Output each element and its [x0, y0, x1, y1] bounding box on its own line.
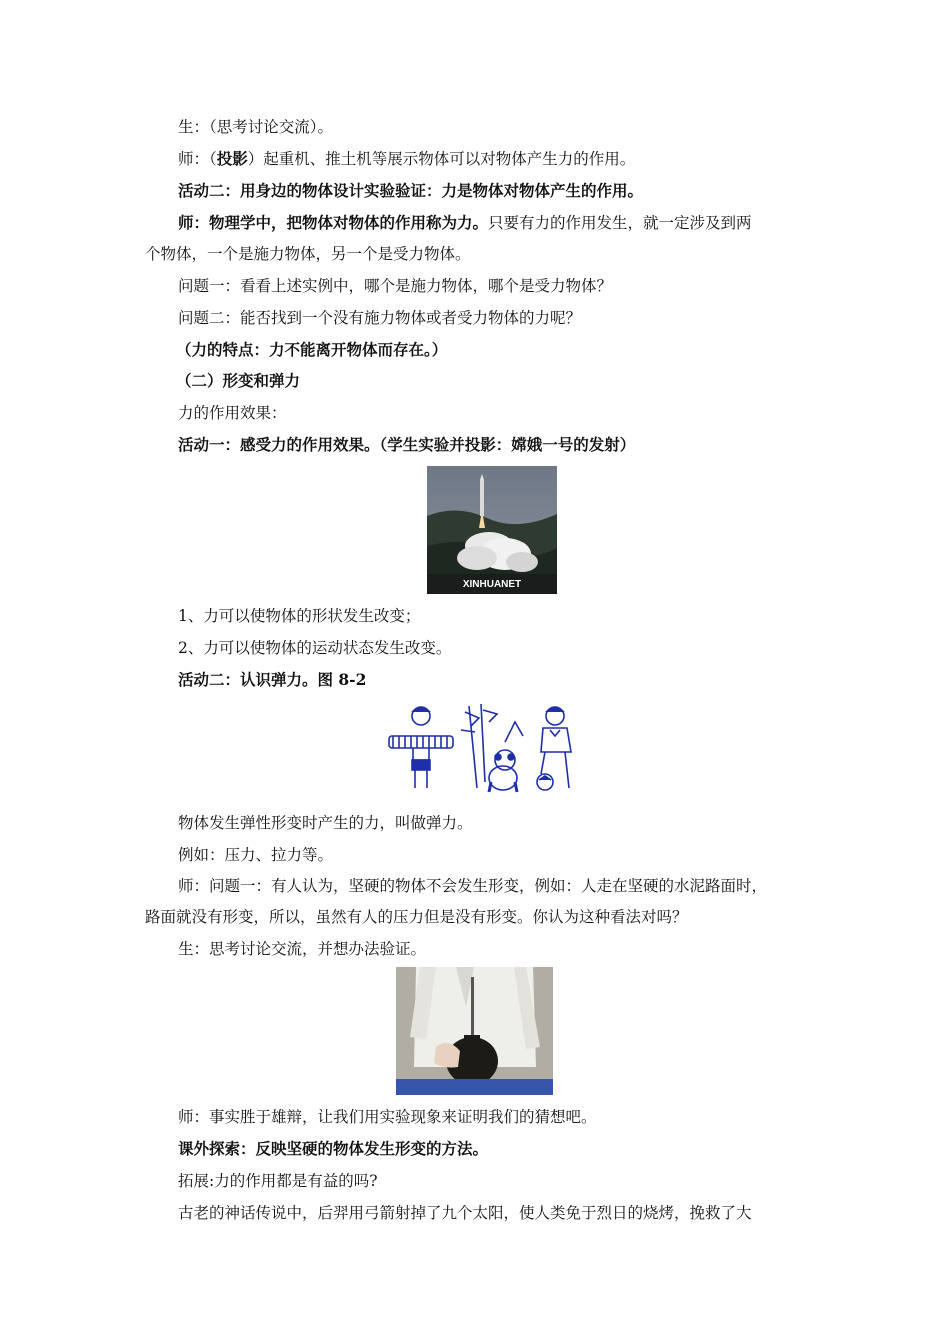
paragraph-effects: 力的作用效果：	[178, 404, 287, 422]
paragraph-force-feature: （力的特点：力不能离开物体而存在。）	[176, 340, 448, 359]
paragraph-examples: 例如：压力、拉力等。	[178, 846, 334, 864]
paragraph-student-verify: 生：思考讨论交流，并想办法验证。	[178, 940, 427, 958]
heading-elastic-force: 活动二：认识弹力。图 8-2	[178, 670, 367, 689]
text-span: 师：（	[178, 150, 217, 168]
heading-extra-exploration: 课外探索：反映坚硬的物体发生形变的方法。	[178, 1139, 489, 1158]
paragraph-teacher-question: 师：问题一：有人认为，坚硬的物体不会发生形变，例如：人走在坚硬的水泥路面时，	[178, 877, 768, 895]
paragraph-student-discussion: 生：（思考讨论交流）。	[178, 118, 334, 136]
rocket-launch-photo	[427, 466, 557, 594]
paragraph-force-definition	[178, 212, 752, 234]
text-span: ）起重机、推土机等展示物体可以对物体产生力的作用。	[247, 150, 636, 168]
paragraph-elastic-definition: 物体发生弹性形变时产生的力，叫做弹力。	[178, 814, 473, 832]
bold-span: 投影	[216, 149, 248, 168]
paragraph-force-definition-cont: 个物体，一个是施力物体，另一个是受力物体。	[145, 245, 471, 263]
elastic-force-illustration	[385, 702, 597, 794]
boy-expander-figure	[389, 707, 453, 788]
paragraph-question-two: 问题二：能否找到一个没有施力物体或者受力物体的力呢？	[178, 309, 582, 327]
experiment-photo	[396, 967, 553, 1095]
paragraph-teacher-projection	[178, 148, 635, 170]
section-heading: （二）形变和弹力	[176, 371, 301, 390]
paragraph-question-one: 问题一：看看上述实例中，哪个是施力物体，哪个是受力物体？	[178, 277, 613, 295]
text-span: 只要有力的作用发生，就一定涉及到两	[488, 214, 752, 232]
paragraph-teacher-question-cont: 路面就没有形变，所以，虽然有人的压力但是没有形变。你认为这种看法对吗？	[145, 908, 688, 926]
boy-ball-figure	[537, 707, 571, 790]
bamboo-panda-figure	[461, 704, 523, 792]
watermark-text: XINHUANET	[462, 579, 522, 590]
paragraph-effect-shape: 1、力可以使物体的形状发生改变；	[178, 607, 421, 625]
heading-activity-one: 活动一：感受力的作用效果。（学生实验并投影：嫦娥一号的发射）	[178, 435, 636, 454]
paragraph-extension: 拓展:力的作用都是有益的吗?	[178, 1172, 378, 1190]
bold-span: 师：物理学中，把物体对物体的作用称为力。	[178, 213, 489, 232]
heading-activity-two: 活动二：用身边的物体设计实验验证：力是物体对物体产生的作用。	[178, 181, 644, 200]
paragraph-legend: 古老的神话传说中，后羿用弓箭射掉了九个太阳，使人类免于烈日的烧烤，挽救了大	[178, 1204, 752, 1222]
paragraph-effect-motion: 2、力可以使物体的运动状态发生改变。	[178, 639, 452, 657]
paragraph-facts: 师：事实胜于雄辩，让我们用实验现象来证明我们的猜想吧。	[178, 1108, 597, 1126]
